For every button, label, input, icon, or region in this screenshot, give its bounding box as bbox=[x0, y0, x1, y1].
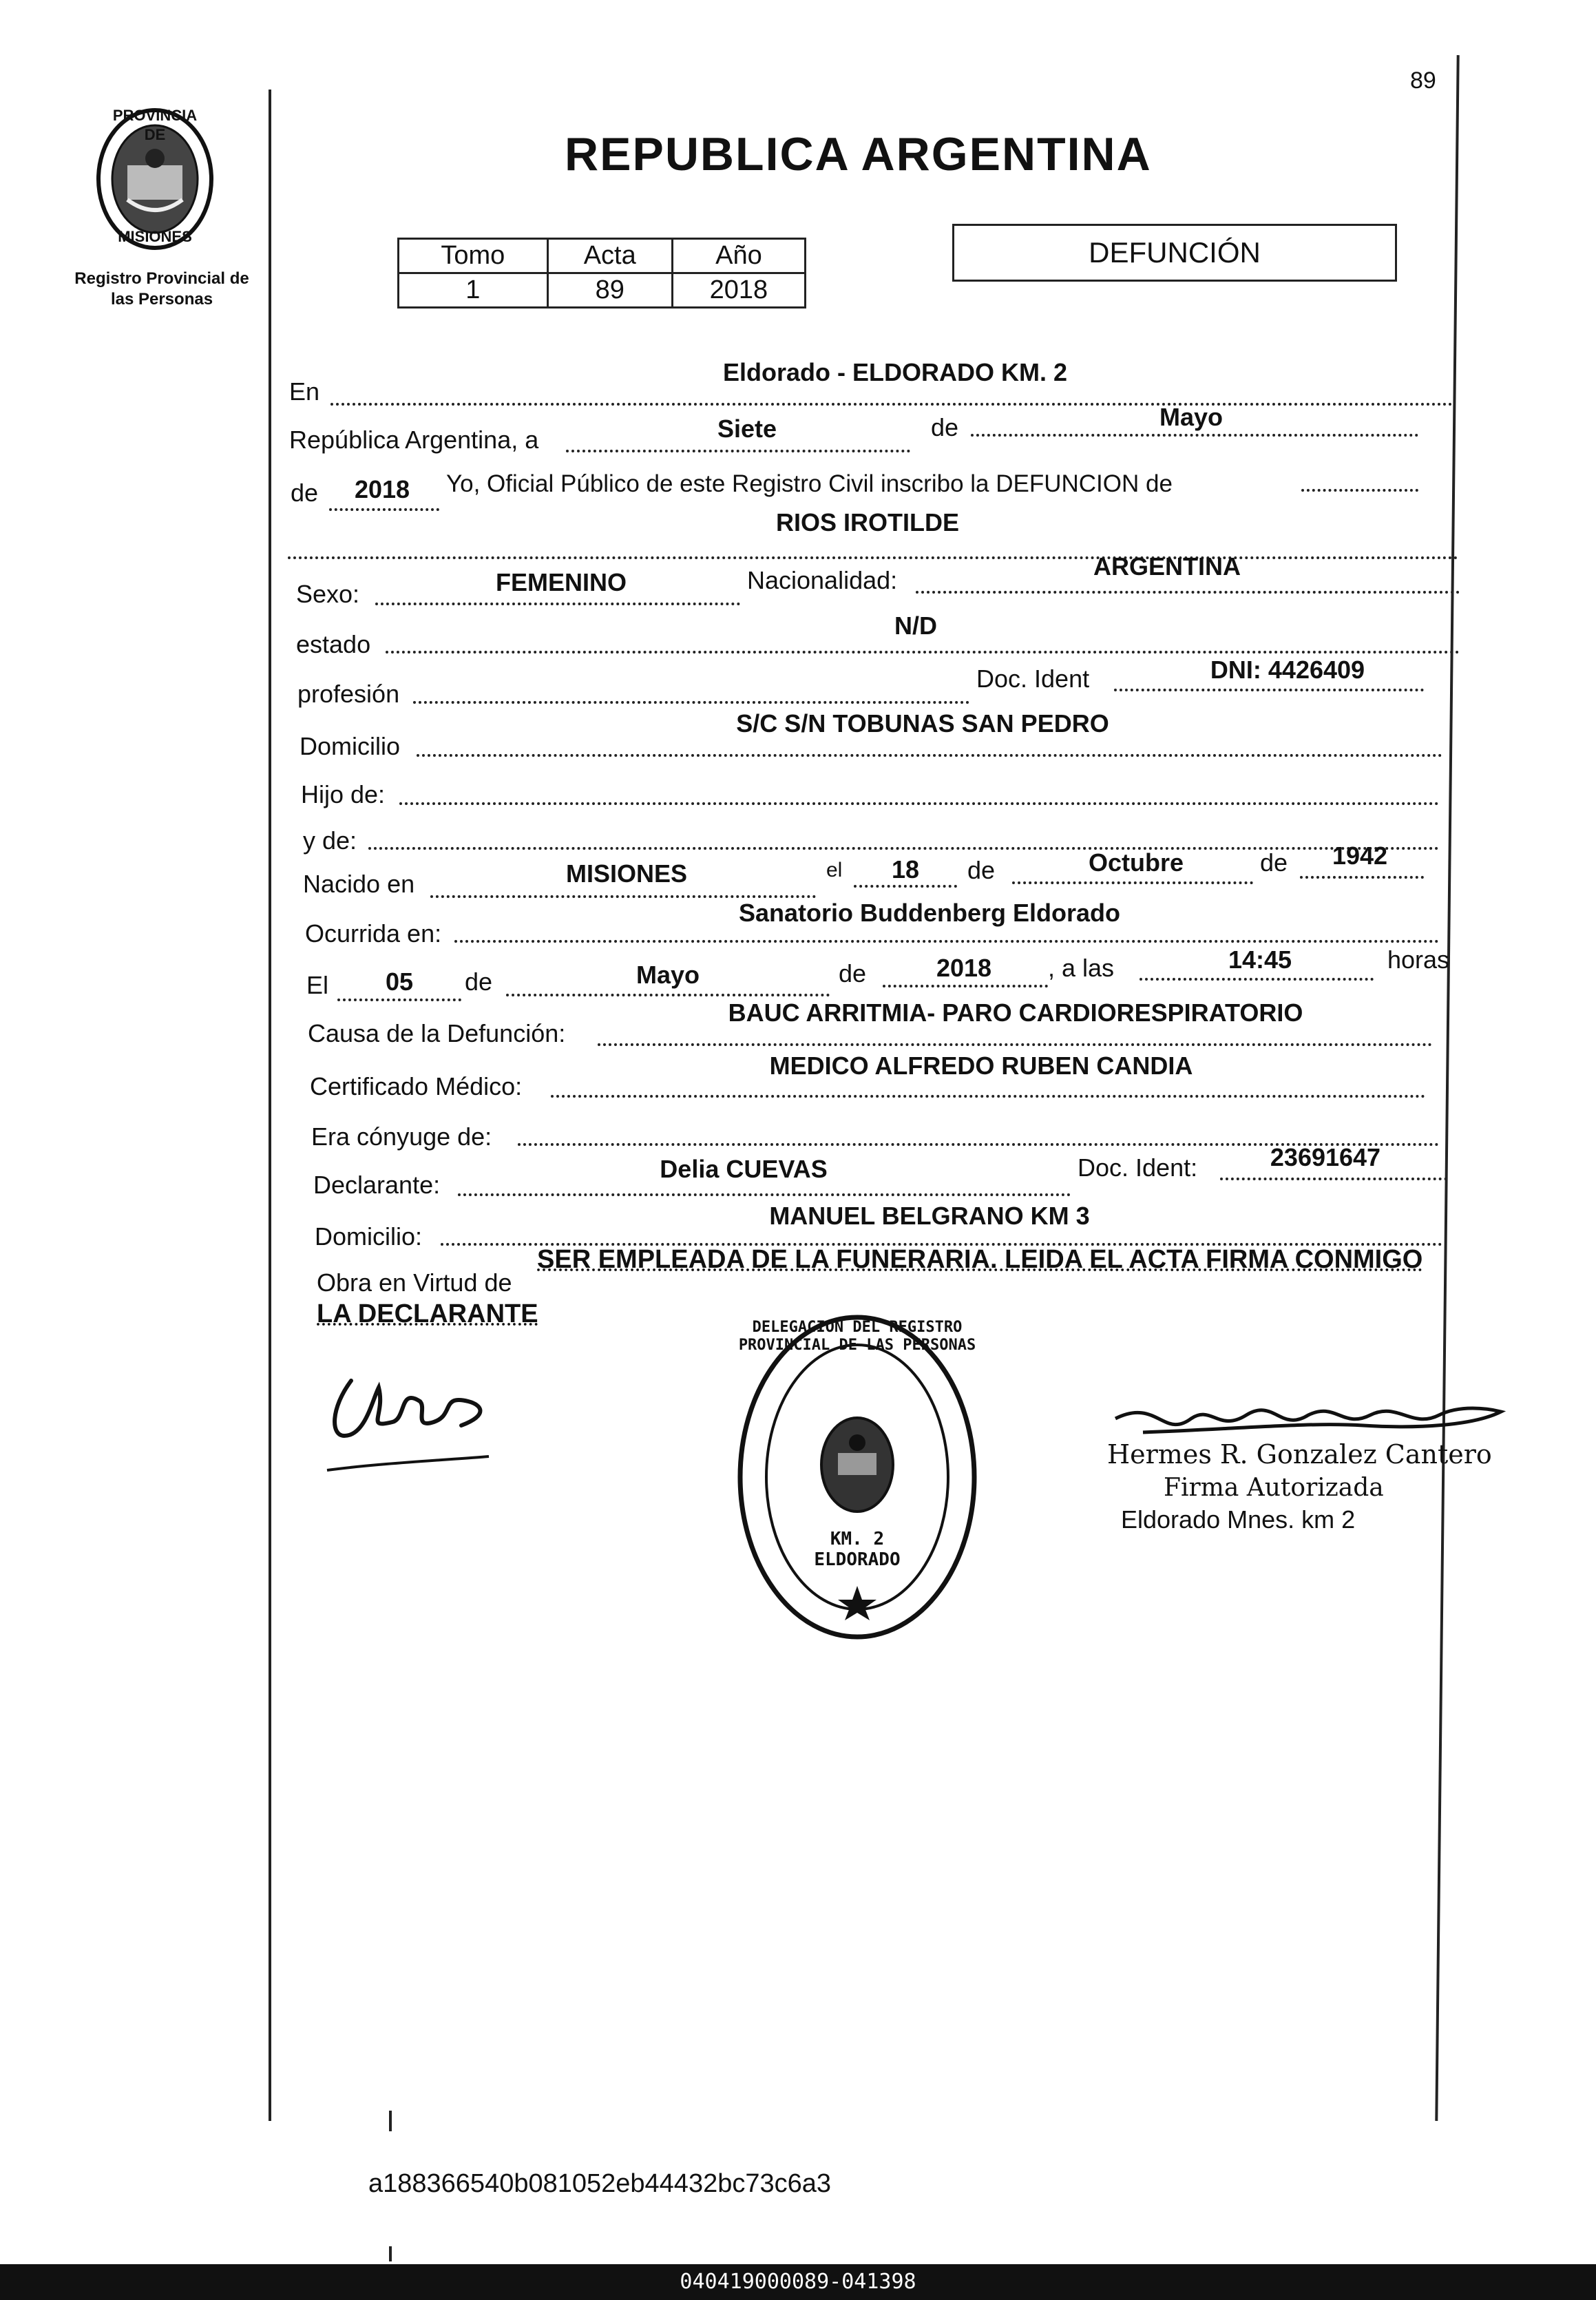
acta-value: 89 bbox=[547, 273, 672, 308]
obra-value-2: LA DECLARANTE bbox=[317, 1299, 538, 1328]
hijo-label: Hijo de: bbox=[301, 780, 386, 808]
margin-tick-1 bbox=[389, 2111, 392, 2131]
domicilio-label: Domicilio bbox=[300, 732, 401, 760]
republica-label: República Argentina, a bbox=[289, 426, 539, 454]
estado-dots bbox=[386, 651, 1460, 654]
anio-value: 2018 bbox=[672, 273, 805, 308]
def-mes-dots bbox=[506, 994, 830, 996]
nacido-label: Nacido en bbox=[303, 870, 415, 898]
ocurrida-value: Sanatorio Buddenberg Eldorado bbox=[738, 899, 1121, 927]
decl-doc-label: Doc. Ident: bbox=[1078, 1153, 1198, 1182]
mes-value: Mayo bbox=[1159, 403, 1224, 431]
anio-value: 2018 bbox=[354, 475, 410, 503]
doc-ident-dots bbox=[1114, 689, 1424, 691]
certificado-dots bbox=[551, 1095, 1425, 1098]
de-label-6: de bbox=[839, 959, 867, 987]
seal-top-text: PROVINCIA DE bbox=[112, 107, 198, 143]
sexo-value: FEMENINO bbox=[495, 568, 627, 596]
yde-label: y de: bbox=[303, 826, 357, 855]
declarante-value: Delia CUEVAS bbox=[660, 1155, 828, 1183]
nacido-value: MISIONES bbox=[565, 859, 688, 888]
decl-domicilio-value: MANUEL BELGRANO KM 3 bbox=[769, 1202, 1090, 1230]
def-dia-dots bbox=[337, 999, 461, 1001]
nac-dia-dots bbox=[854, 885, 957, 888]
de-label-4: de bbox=[1260, 848, 1288, 877]
tomo-value: 1 bbox=[399, 273, 548, 308]
tomo-header: Tomo bbox=[399, 239, 548, 273]
nac-anio-value: 1942 bbox=[1332, 841, 1388, 870]
estado-value: N/D bbox=[894, 611, 937, 640]
hora-dots bbox=[1140, 978, 1374, 981]
signatory-place: Eldorado Mnes. km 2 bbox=[1121, 1505, 1356, 1534]
def-mes-value: Mayo bbox=[636, 961, 700, 989]
causa-dots bbox=[598, 1043, 1432, 1046]
hijo-dots bbox=[399, 802, 1439, 805]
nac-mes-dots bbox=[1012, 881, 1253, 884]
signatory-role: Firma Autorizada bbox=[1164, 1474, 1384, 1502]
nacionalidad-value: ARGENTINA bbox=[1093, 552, 1241, 581]
causa-label: Causa de la Defunción: bbox=[308, 1019, 566, 1047]
registry-seal bbox=[79, 103, 231, 255]
inscribo-text: Yo, Oficial Público de este Registro Civil inscribo la DEFUNCION de bbox=[446, 470, 1173, 497]
def-anio-value: 2018 bbox=[936, 954, 992, 982]
stamp-ring-text: DELEGACION DEL REGISTRO PROVINCIAL DE LAS PERSONAS bbox=[738, 1319, 976, 1354]
decl-domicilio-label: Domicilio: bbox=[315, 1222, 423, 1251]
certificado-value: MEDICO ALFREDO RUBEN CANDIA bbox=[769, 1052, 1193, 1080]
en-label: En bbox=[289, 377, 320, 406]
certificado-label: Certificado Médico: bbox=[310, 1072, 523, 1100]
nac-anio-dots bbox=[1300, 876, 1424, 879]
registry-caption: Registro Provincial de las Personas bbox=[74, 269, 249, 309]
profesion-dots bbox=[413, 701, 969, 704]
record-table bbox=[397, 238, 806, 309]
inscribo-dots bbox=[1301, 489, 1418, 492]
ocurrida-dots bbox=[454, 940, 1439, 943]
nac-dia-value: 18 bbox=[891, 855, 920, 884]
estado-label: estado bbox=[296, 630, 371, 658]
el-label: El bbox=[306, 971, 329, 999]
de-label-3: de bbox=[967, 856, 996, 884]
dia-value: Siete bbox=[717, 415, 777, 443]
declarant-signature bbox=[324, 1360, 516, 1484]
causa-value: BAUC ARRITMIA- PARO CARDIORESPIRATORIO bbox=[728, 999, 1303, 1027]
doc-ident-value: DNI: 4426409 bbox=[1210, 656, 1365, 684]
domicilio-dots bbox=[417, 754, 1442, 757]
el-label-small: el bbox=[826, 859, 843, 881]
conyuge-label: Era cónyuge de: bbox=[311, 1122, 492, 1151]
acta-header: Acta bbox=[547, 239, 672, 273]
horas-label: horas bbox=[1387, 945, 1450, 974]
hora-value: 14:45 bbox=[1228, 945, 1292, 974]
declarante-dots bbox=[458, 1193, 1071, 1196]
seal-bottom-text: MISIONES bbox=[118, 228, 192, 245]
dia-dots bbox=[566, 450, 910, 452]
page-number: 89 bbox=[1410, 67, 1436, 94]
doc-ident-label: Doc. Ident bbox=[976, 665, 1090, 693]
sexo-dots bbox=[375, 603, 740, 605]
hash-code: a188366540b081052eb44432bc73c6a3 bbox=[368, 2169, 832, 2198]
decl-doc-dots bbox=[1220, 1178, 1447, 1180]
def-anio-dots bbox=[883, 985, 1048, 987]
en-value: Eldorado - ELDORADO KM. 2 bbox=[722, 358, 1067, 386]
profesion-label: profesión bbox=[297, 680, 400, 708]
anio-header: Año bbox=[672, 239, 805, 273]
mes-dots bbox=[971, 434, 1418, 437]
sexo-label: Sexo: bbox=[296, 580, 360, 608]
anio-dots bbox=[329, 508, 439, 511]
stamp-inner-text: KM. 2 ELDORADO bbox=[814, 1529, 901, 1570]
nacionalidad-dots bbox=[916, 591, 1460, 594]
official-stamp bbox=[733, 1312, 981, 1642]
margin-tick-2 bbox=[389, 2246, 392, 2261]
deceased-name: RIOS IROTILDE bbox=[775, 508, 959, 536]
record-type-box: DEFUNCIÓN bbox=[952, 224, 1397, 282]
de-label-5: de bbox=[465, 968, 493, 996]
decl-doc-value: 23691647 bbox=[1270, 1143, 1381, 1171]
nacido-dots bbox=[430, 895, 816, 898]
left-border-line bbox=[269, 90, 271, 2121]
de-label-1: de bbox=[931, 413, 959, 441]
domicilio-value: S/C S/N TOBUNAS SAN PEDRO bbox=[736, 709, 1109, 738]
signatory-name: Hermes R. Gonzalez Cantero bbox=[1107, 1439, 1492, 1470]
obra-value-1: SER EMPLEADA DE LA FUNERARIA. LEIDA EL ACTA FIRMA CONMIGO bbox=[537, 1245, 1423, 1274]
de-label-2: de bbox=[291, 479, 319, 507]
alas-label: , a las bbox=[1048, 954, 1115, 982]
page-title: REPUBLICA ARGENTINA bbox=[565, 128, 1152, 180]
def-dia-value: 05 bbox=[385, 968, 414, 996]
nac-mes-value: Octubre bbox=[1088, 848, 1184, 877]
footer-code-bar: 040419000089-041398 bbox=[0, 2264, 1596, 2300]
ocurrida-label: Ocurrida en: bbox=[305, 919, 442, 948]
right-border-line bbox=[1435, 55, 1459, 2121]
declarante-label: Declarante: bbox=[313, 1171, 441, 1199]
nacionalidad-label: Nacionalidad: bbox=[747, 566, 898, 594]
obra-label: Obra en Virtud de bbox=[317, 1268, 512, 1297]
